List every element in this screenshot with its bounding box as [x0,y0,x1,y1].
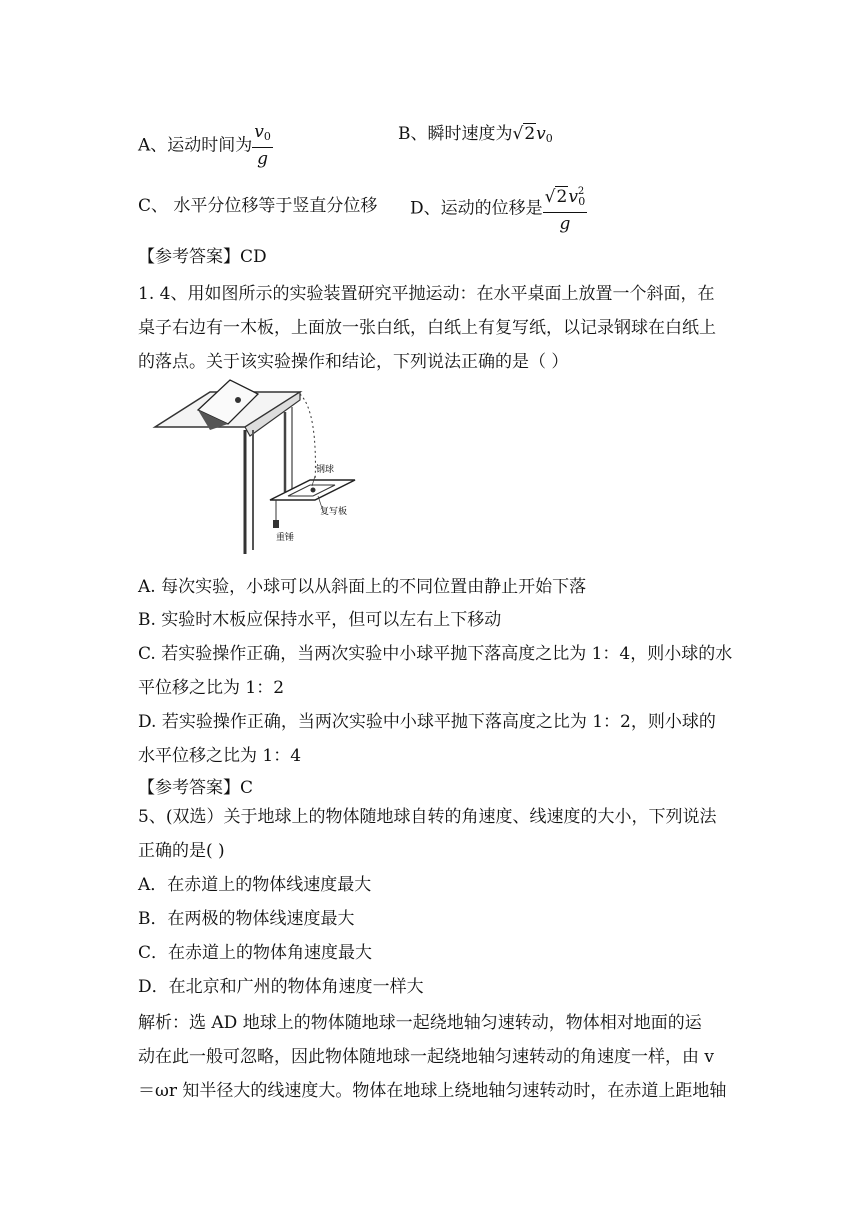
q4-stem-line2: 桌子右边有一木板，上面放一张白纸，白纸上有复写纸，以记录钢球在白纸上 [138,318,716,338]
label-ball: 钢球 [316,465,335,475]
fraction-v0-over-g [252,122,273,170]
velocity-superscript: 2 [577,186,585,197]
fraction-denominator: g [257,149,269,169]
q4-option-c-line1: C. 若实验操作正确，当两次实验中小球平抛下落高度之比为 1：4，则小球的水 [138,644,733,664]
velocity-variable: v [568,187,578,207]
option-c: C、 水平分位移等于竖直分位移 [138,196,378,216]
q4-option-d-line1: D. 若实验操作正确，当两次实验中小球平抛下落高度之比为 1：2，则小球的 [138,712,716,732]
fraction-denominator: g [559,214,571,234]
q5-explanation-line1: 解析：选 AD 地球上的物体随地球一起绕地轴匀速转动，物体相对地面的运 [138,1013,702,1033]
q4-option-d-line2: 水平位移之比为 1：4 [138,746,302,766]
numerator-subscript: 0 [263,130,271,143]
option-b-prefix: B、瞬时速度为 [398,124,513,144]
q5-stem-line1: 5、(双选）关于地球上的物体随地球自转的角速度、线速度的大小，下列说法 [138,807,717,827]
q5-explanation-line2: 动在此一般可忽略，因此物体随地球一起绕地轴匀速转动的角速度一样，由 v [138,1047,715,1067]
velocity-subscript: 0 [545,132,553,145]
apparatus-figure [150,372,360,560]
q4-answer: 【参考答案】C [138,778,254,798]
velocity-subscript: 0 [578,195,586,208]
option-a [138,122,273,170]
fraction-numerator: v [254,122,264,142]
fraction-displacement [543,182,588,235]
sqrt-symbol: √ [512,124,524,144]
q5-option-c: C．在赤道上的物体角速度最大 [138,943,373,963]
answer-prev: 【参考答案】CD [138,247,267,267]
plumb-weight [273,520,279,528]
q5-option-b: B．在两极的物体线速度最大 [138,909,355,929]
q4-stem-line1: 1. 4、用如图所示的实验装置研究平抛运动：在水平桌面上放置一个斜面，在 [138,284,715,304]
option-a-prefix: A、运动时间为 [138,135,253,156]
ball-on-incline [235,397,241,403]
q4-option-a: A. 每次实验，小球可以从斜面上的不同位置由静止开始下落 [138,577,587,597]
option-d [410,182,587,235]
option-b [398,122,553,151]
label-weight: 重锤 [276,533,295,543]
q5-explanation-line3: ＝ωr 知半径大的线速度大。物体在地球上绕地轴匀速转动时，在赤道上距地轴 [138,1081,727,1101]
q5-option-a: A．在赤道上的物体线速度最大 [138,875,372,895]
option-d-prefix: D、运动的位移是 [410,198,543,219]
label-carbon: 复写板 [320,507,348,517]
q4-stem-line3: 的落点。关于该实验操作和结论，下列说法正确的是（ ） [138,352,569,372]
q4-option-c-line2: 平位移之比为 1：2 [138,678,285,698]
sqrt-symbol: √ [544,187,556,207]
q5-option-d: D．在北京和广州的物体角速度一样大 [138,977,424,997]
landing-point [311,488,316,493]
sqrt-radicand: 2 [556,187,568,207]
q4-option-b: B. 实验时木板应保持水平，但可以左右上下移动 [138,610,502,630]
sqrt-radicand: 2 [524,124,536,144]
velocity-variable: v [536,124,546,144]
trajectory-curve [300,394,315,484]
q5-stem-line2: 正确的是( ) [138,841,225,861]
